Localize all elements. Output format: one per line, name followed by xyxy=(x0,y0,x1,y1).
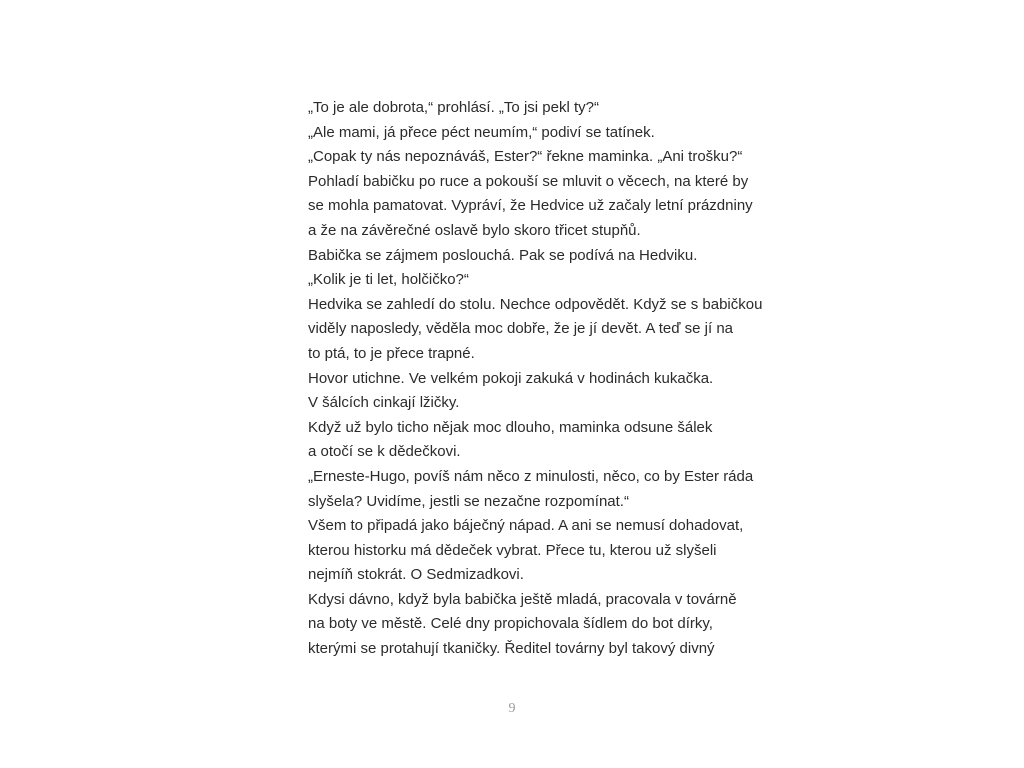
text-line: a otočí se k dědečkovi. xyxy=(308,443,461,461)
text-line: kterými se protahují tkaničky. Ředitel továrny byl takový divný xyxy=(308,640,715,658)
text-line: to ptá, to je přece trapné. xyxy=(308,344,475,362)
text-line: Hovor utichne. Ve velkém pokoji zakuká v hodinách kukačka. xyxy=(308,369,714,387)
text-line: na boty ve městě. Celé dny propichovala šídlem do bot dírky, xyxy=(308,615,713,633)
text-line: „Erneste-Hugo, povíš nám něco z minulosti, něco, co by Ester ráda xyxy=(308,467,754,485)
text-line: Kdysi dávno, když byla babička ještě mladá, pracovala v továrně xyxy=(308,590,737,608)
text-line: slyšela? Uvidíme, jestli se nezačne rozpomínat.“ xyxy=(308,492,629,510)
text-line: a že na závěrečné oslavě bylo skoro třicet stupňů. xyxy=(308,221,641,239)
text-line: Když už bylo ticho nějak moc dlouho, maminka odsune šálek xyxy=(308,418,713,436)
text-line: nejmíň stokrát. O Sedmizadkovi. xyxy=(308,566,524,584)
text-line: se mohla pamatovat. Vypráví, že Hedvice už začaly letní prázdniny xyxy=(308,197,753,215)
body-text xyxy=(308,96,768,662)
text-line: Babička se zájmem poslouchá. Pak se podívá na Hedviku. xyxy=(308,246,698,264)
text-line: Pohladí babičku po ruce a pokouší se mluvit o věcech, na které by xyxy=(308,172,749,190)
text-line: „Ale mami, já přece péct neumím,“ podiví se tatínek. xyxy=(308,123,655,141)
text-line: „Kolik je ti let, holčičko?“ xyxy=(308,271,469,289)
text-line: Hedvika se zahledí do stolu. Nechce odpovědět. Když se s babičkou xyxy=(308,295,763,313)
text-line: V šálcích cinkají lžičky. xyxy=(308,394,460,412)
text-line: „Copak ty nás nepoznáváš, Ester?“ řekne maminka. „Ani trošku?“ xyxy=(308,148,743,166)
text-line: viděly naposledy, věděla moc dobře, že je jí devět. A teď se jí na xyxy=(308,320,734,338)
text-line: kterou historku má dědeček vybrat. Přece tu, kterou už slyšeli xyxy=(308,541,717,559)
page-number: 9 xyxy=(508,701,516,716)
text-line: Všem to připadá jako báječný nápad. A ani se nemusí dohadovat, xyxy=(308,517,744,535)
text-line: „To je ale dobrota,“ prohlásí. „To jsi pekl ty?“ xyxy=(308,99,599,116)
